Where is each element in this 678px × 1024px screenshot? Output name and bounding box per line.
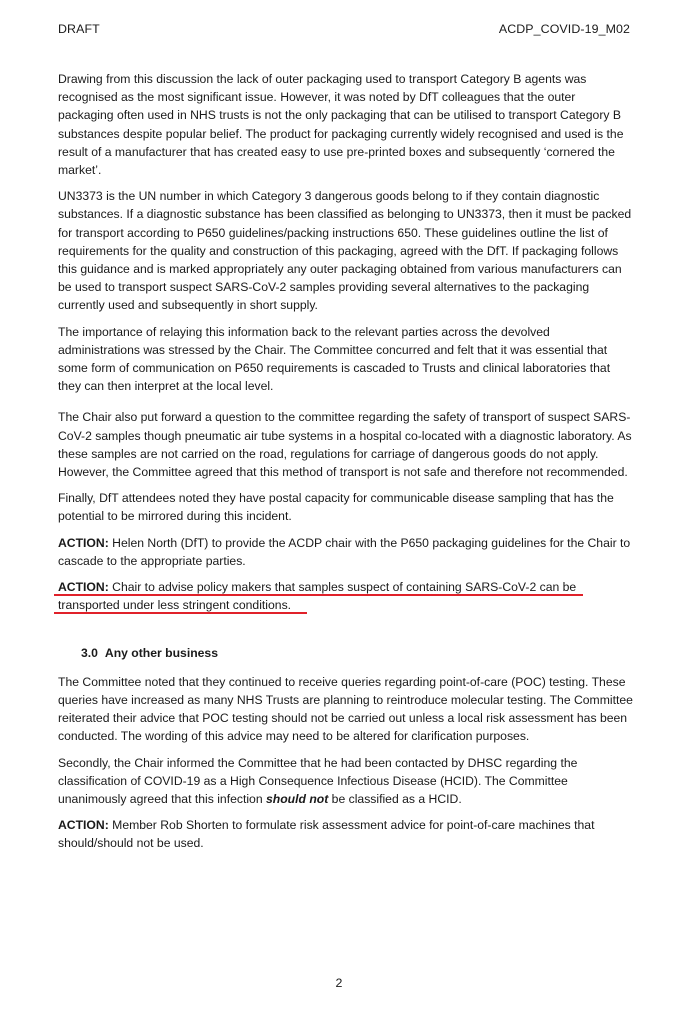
paragraph-text: be classified as a HCID.	[328, 791, 462, 806]
action-item-highlighted	[58, 578, 633, 614]
action-item	[58, 534, 633, 570]
action-label: ACTION:	[58, 535, 109, 550]
document-body	[58, 70, 633, 861]
paragraph-text: Secondly, the Chair informed the Committee that he had been contacted by DHSC regarding the classification of COVID-19 as a High Consequence Infectious Disease (HCID). The Committee unanimously agreed that this infection	[58, 755, 578, 806]
action-item	[58, 816, 633, 852]
paragraph-devolved-administrations: The importance of relaying this information back to the relevant parties across the devolved administrations was stressed by the Chair. The Committee concurred and felt that it was essential that some form of communication on P650 requirements is cascaded to Trusts and clinical laboratories that they can then interpret at the local level.	[58, 324, 611, 394]
paragraph-hcid-classification	[58, 754, 633, 809]
section-title: Any other business	[104, 646, 218, 661]
section-number: 3.0	[81, 646, 98, 661]
action-text: Member Rob Shorten to formulate risk assessment advice for point-of-care machines that should/should not be used.	[58, 818, 595, 851]
red-underline-annotation	[54, 612, 307, 614]
paragraph-un3373: UN3373 is the UN number in which Category 3 dangerous goods belong to if they contain diagnostic substances. If a diagnostic substance has been classified as belonging to UN3373, then it must be packed for transport according to P650 guidelines/packing instructions 650. These guidelines outline the list of requirements for the quality and construction of this packaging, agreed with the DfT. If packaging follows this guidance and is marked appropriately any outer packaging obtained from various manufacturers can be used to transport suspect SARS-CoV-2 samples providing several alternatives to the packaging currently used and subsequently in short supply.	[58, 189, 632, 313]
header-draft-label: DRAFT	[58, 22, 100, 36]
red-underline-annotation	[54, 594, 583, 596]
action-text: Chair to advise policy makers that samples suspect of containing SARS-CoV-2 can be transported under less stringent conditions.	[58, 580, 577, 613]
action-text: Helen North (DfT) to provide the ACDP chair with the P650 packaging guidelines for the Chair to cascade to the appropriate parties.	[58, 535, 631, 568]
header-document-id: ACDP_COVID-19_M02	[498, 22, 630, 36]
paragraph-packaging-discussion: Drawing from this discussion the lack of outer packaging used to transport Category B agents was recognised as the most significant issue. However, it was noted by DfT colleagues that the outer packaging often used in NHS trusts is not the only packaging that can be utilised to transport Category B substances despite popular belief. The product for packaging currently widely recognised and used is the result of a manufacturer that has created easy to use pre-printed boxes and subsequently ‘cornered the market’.	[58, 72, 624, 178]
action-label: ACTION:	[58, 818, 109, 833]
section-heading	[81, 644, 633, 662]
page-number: 2	[335, 976, 343, 990]
paragraph-postal-capacity: Finally, DfT attendees noted they have postal capacity for communicable disease sampling that has the potential to be mirrored during this incident.	[58, 491, 614, 524]
action-label: ACTION:	[58, 580, 109, 595]
emphasis-text: should not	[266, 791, 329, 806]
paragraph-pneumatic-tubes: The Chair also put forward a question to the committee regarding the safety of transport of suspect SARS-CoV-2 samples though pneumatic air tube systems in a hospital co-located with a diagnostic laboratory. As these samples are not carried on the road, regulations for carriage of dangerous goods do not apply. However, the Committee agreed that this method of transport is not safe and therefore not recommended.	[58, 410, 632, 480]
paragraph-poc-testing: The Committee noted that they continued to receive queries regarding point-of-care (POC) testing. These queries have increased as many NHS Trusts are planning to reintroduce molecular testing. The Committee reiterated their advice that POC testing should not be carried out unless a local risk assessment has been conducted. The wording of this advice may need to be altered for clarification purposes.	[58, 674, 633, 744]
